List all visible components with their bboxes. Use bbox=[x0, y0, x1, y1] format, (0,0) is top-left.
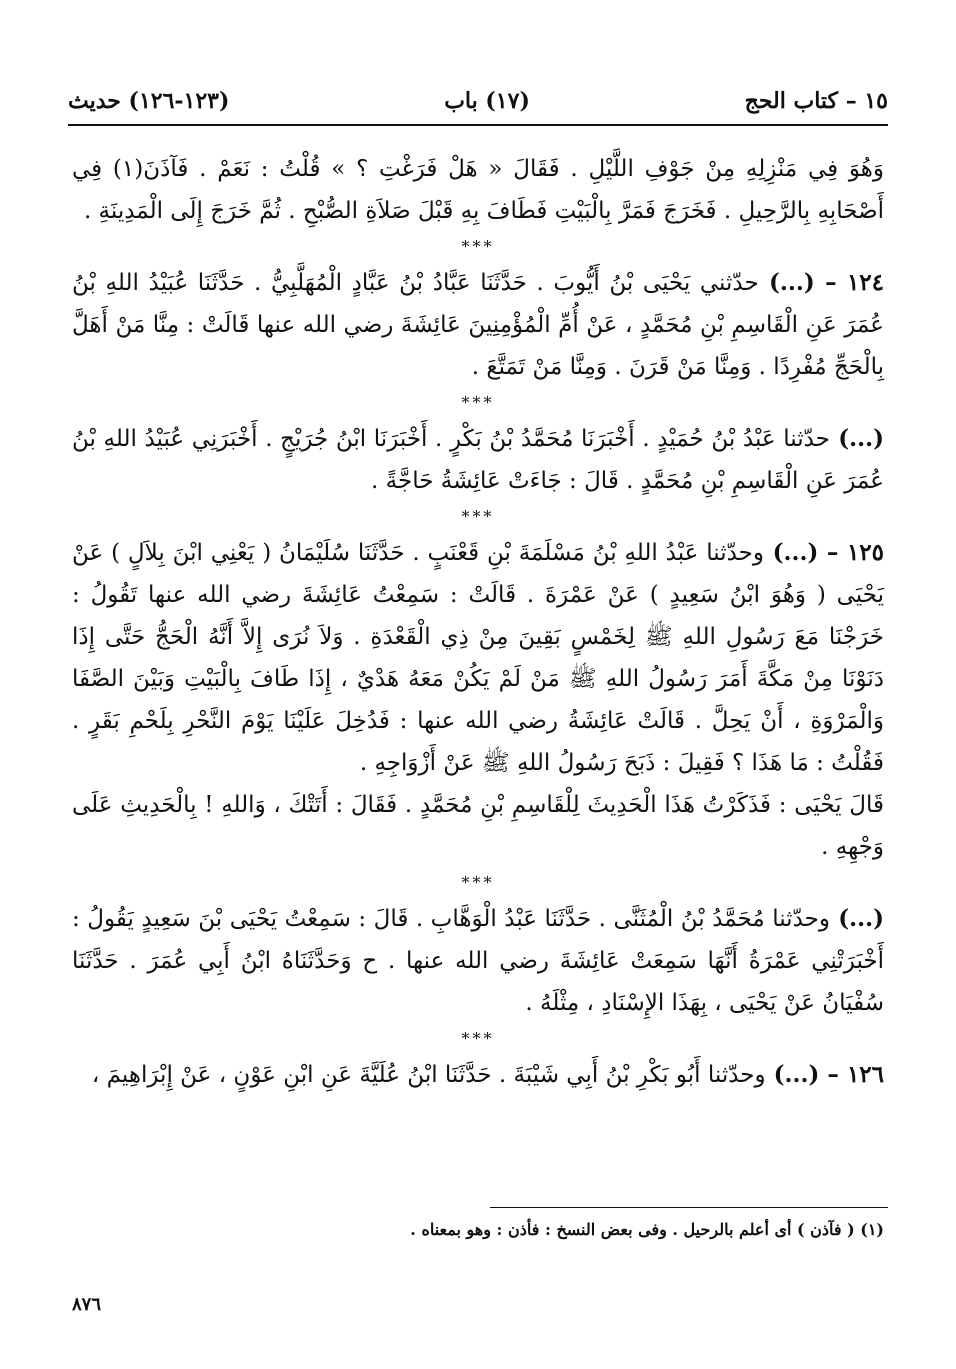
hadith-number: (...) bbox=[829, 425, 884, 452]
footnote: (١) ( فآذن ) أى أعلم بالرحيل . وفى بعض النسخ : فأذن : وهو بمعناه . bbox=[410, 1220, 884, 1239]
hadith-125-comment: قَالَ يَحْيَى : فَذَكَرْتُ هَذَا الْحَدِيثَ لِلْقَاسِمِ بْنِ مُحَمَّدٍ . فَقَالَ : أَتَتْكَ ، وَاللهِ ! بِالْحَدِيثِ عَلَى وَجْهِهِ . bbox=[72, 792, 884, 860]
hadith-125-variant bbox=[72, 898, 884, 1024]
hadith-number: ١٢٤ – (...) bbox=[758, 269, 885, 296]
hadith-number: (...) bbox=[830, 905, 884, 932]
hadith-124-variant bbox=[72, 418, 884, 502]
hadith-number: ١٢٥ – (...) bbox=[764, 539, 885, 566]
hadith-126 bbox=[72, 1054, 884, 1096]
header-divider bbox=[68, 124, 888, 126]
paragraph-continuation: وَهُوَ فِي مَنْزِلِهِ مِنْ جَوْفِ اللَّيْلِ . فَقَالَ « هَلْ فَرَغْتِ ؟ » قُلْتُ : نَعَمْ . فَآذَنَ(١) فِي أَصْحَابِهِ بِالرَّحِيلِ . فَخَرَجَ فَمَرَّ بِالْبَيْتِ فَطَافَ بِهِ قَبْلَ صَلاَةِ الصُّبْحِ . ثُمَّ خَرَجَ إِلَى الْمَدِينَةِ . bbox=[72, 156, 884, 224]
hadith-text: حدّثنا عَبْدُ بْنُ حُمَيْدٍ . أَخْبَرَنَا مُحَمَّدُ بْنُ بَكْرٍ . أَخْبَرَنَا ابْنُ جُرَيْجٍ . أَخْبَرَنِي عُبَيْدُ اللهِ بْنُ عُمَرَ عَنِ الْقَاسِمِ بْنِ مُحَمَّدٍ . قَالَ : جَاءَتْ عَائِشَةُ حَاجَّةً . bbox=[72, 426, 884, 494]
section-separator: *** bbox=[461, 507, 495, 526]
main-text bbox=[72, 148, 884, 1096]
hadith-text: وحدّثنا أَبُو بَكْرِ بْنُ أَبِي شَيْبَةَ . حَدَّثَنَا ابْنُ عُلَيَّةَ عَنِ ابْنِ عَوْنٍ ، عَنْ إِبْرَاهِيمَ ، bbox=[91, 1062, 766, 1088]
hadith-text: حدّثني يَحْيَى بْنُ أَيُّوبَ . حَدَّثَنَا عَبَّادُ بْنُ عَبَّادٍ الْمُهَلَّبِيُّ . حَدَّثَنَا عُبَيْدُ اللهِ بْنُ عُمَرَ عَنِ الْقَاسِمِ بْنِ مُحَمَّدٍ ، عَنْ أُمِّ الْمُؤْمِنِينَ عَائِشَةَ رضي الله عنها قَالَتْ : مِنَّا مَنْ أَهَلَّ بِالْحَجِّ مُفْرِدًا . وَمِنَّا مَنْ قَرَنَ . وَمِنَّا مَنْ تَمَتَّعَ . bbox=[72, 270, 884, 380]
hadith-text: وحدّثنا مُحَمَّدُ بْنُ الْمُثَنَّى . حَدَّثَنَا عَبْدُ الْوَهَّابِ . قَالَ : سَمِعْتُ يَحْيَى بْنَ سَعِيدٍ يَقُولُ : أَخْبَرَتْنِي عَمْرَةُ أَنَّهَا سَمِعَتْ عَائِشَةَ رضي الله عنها . ح وَحَدَّثَنَاهُ ابْنُ أَبِي عُمَرَ . حَدَّثَنَا سُفْيَانُ عَنْ يَحْيَى ، بِهَذَا الإِسْنَادِ ، مِثْلَهُ . bbox=[72, 906, 884, 1016]
hadith-number: ١٢٦ – (...) bbox=[765, 1061, 884, 1088]
section-separator: *** bbox=[461, 237, 495, 256]
footnote-divider bbox=[490, 1207, 888, 1208]
header-hadith-range: (١٢٣-١٢٦) حديث bbox=[68, 88, 230, 114]
header-book-title: ١٥ – كتاب الحج bbox=[744, 88, 888, 114]
header-chapter: (١٧) باب bbox=[444, 88, 530, 114]
page-number: ٨٧٦ bbox=[72, 1294, 102, 1315]
hadith-text: وحدّثنا عَبْدُ اللهِ بْنُ مَسْلَمَةَ بْنِ قَعْنَبٍ . حَدَّثَنَا سُلَيْمَانُ ( يَعْنِي ابْنَ بِلاَلٍ ) عَنْ يَحْيَى ( وَهُوَ ابْنُ سَعِيدٍ ) عَنْ عَمْرَةَ . قَالَتْ : سَمِعْتُ عَائِشَةَ رضي الله عنها تَقُولُ : خَرَجْنَا مَعَ رَسُولِ اللهِ ﷺ لِخَمْسٍ بَقِينَ مِنْ ذِي الْقَعْدَةِ . وَلاَ نُرَى إِلاَّ أَنَّهُ الْحَجُّ حَتَّى إِذَا دَنَوْنَا مِنْ مَكَّةَ أَمَرَ رَسُولُ اللهِ ﷺ مَنْ لَمْ يَكُنْ مَعَهُ هَدْيٌ ، إِذَا طَافَ بِالْبَيْتِ وَبَيْنَ الصَّفَا وَالْمَرْوَةِ ، أَنْ يَحِلَّ . قَالَتْ عَائِشَةُ رضي الله عنها : فَدُخِلَ عَلَيْنَا يَوْمَ النَّحْرِ بِلَحْمِ بَقَرٍ . فَقُلْتُ : مَا هَذَا ؟ فَقِيلَ : ذَبَحَ رَسُولُ اللهِ ﷺ عَنْ أَزْوَاجِهِ . bbox=[72, 540, 884, 776]
hadith-125 bbox=[72, 532, 884, 784]
hadith-124 bbox=[72, 262, 884, 388]
section-separator: *** bbox=[461, 1029, 495, 1048]
section-separator: *** bbox=[461, 873, 495, 892]
running-header bbox=[68, 84, 888, 118]
section-separator: *** bbox=[461, 393, 495, 412]
